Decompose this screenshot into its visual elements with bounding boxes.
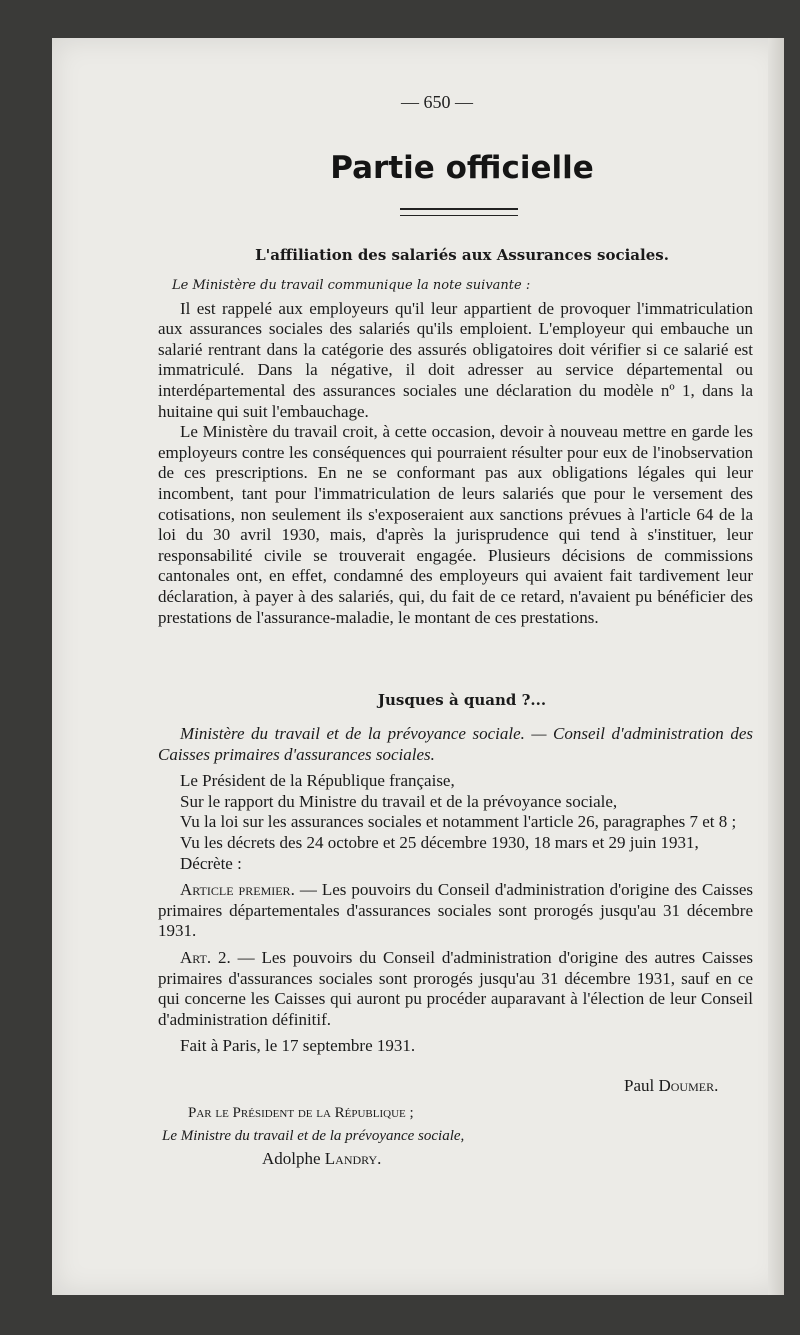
- article-1: [158, 880, 753, 942]
- article-1-label: Article premier.: [180, 880, 295, 900]
- article-2-label: Art. 2.: [180, 947, 231, 967]
- section2-heading: Jusques à quand ?...: [377, 691, 547, 709]
- page-edge: [768, 38, 784, 1295]
- document-page: [52, 38, 784, 1295]
- decree-line-5: Décrète :: [180, 853, 242, 873]
- decree-line-2: Sur le rapport du Ministre du travail et de la prévoyance sociale,: [180, 791, 618, 811]
- section1-body: [158, 276, 753, 628]
- section1-paragraph-1: Il est rappelé aux employeurs qu'il leur appartient de provoquer l'immatriculation aux assurances sociales des salariés qu'ils emploient. L'employeur qui embauche un salarié rentrant dans la catégorie des assurés obligatoires doit vérifier si ce salarié est immatriculé. Dans la négative, il doit adresser au service départemental ou interdépartemental des assurances sociales une déclaration du modèle nº 1, dans la huitaine qui suit l'embauchage.: [158, 298, 753, 421]
- signature-landry: [262, 1149, 381, 1169]
- by-president: Par le Président de la République ;: [188, 1105, 414, 1121]
- decree-line-1: Le Président de la République française,: [180, 771, 455, 791]
- section1-heading: L'affiliation des salariés aux Assurances sociales.: [255, 246, 669, 264]
- section1-paragraph-2: Le Ministère du travail croit, à cette occasion, devoir à nouveau mettre en garde les employeurs contre les conséquences qui pourraient résulter pour eux de l'inobservation de ces prescriptions. En ne se conformant pas aux obligations légales qui leur incombent, tant pour l'immatriculation de leurs salariés que pour le versement des cotisations, non seulement ils s'exposeraient aux sanctions prévues à l'article 64 de la loi du 30 avril 1930, mais, d'après la jurisprudence qui tend à s'instituer, leur responsabilité civile se trouverait engagée. Plusieurs décisions de commissions cantonales ont, en effet, condamné des employeurs qui avaient fait tardivement leur déclaration, à payer à des salariés, qui, du fait de ce retard, n'avaient pu bénéficier des prestations de l'assurance-maladie, le montant de ces prestations.: [158, 422, 753, 627]
- section1-intro: Le Ministère du travail communique la note suivante :: [172, 278, 531, 293]
- article-2: [158, 948, 753, 1030]
- minister-last-name: Landry.: [324, 1149, 382, 1168]
- decree-line-3: Vu la loi sur les assurances sociales et notamment l'article 26, paragraphes 7 et 8 ;: [180, 812, 737, 832]
- signature-first-name: Paul: [624, 1076, 659, 1095]
- section2-body: [158, 724, 753, 1057]
- article-2-text: — Les pouvoirs du Conseil d'administration d'origine des autres Caisses primaires d'assurances sociales sont prorogés jusqu'au 31 décembre 1931, sauf en ce qui concerne les Caisses qui auront pu procéder auparavant à l'élection de leur Conseil d'administration définitif.: [158, 947, 754, 1029]
- decree-line-4: Vu les décrets des 24 octobre et 25 décembre 1930, 18 mars et 29 juin 1931,: [180, 832, 699, 852]
- page-title: Partie officielle: [330, 150, 594, 186]
- signature-doumer: [624, 1076, 718, 1096]
- decree-intro: Ministère du travail et de la prévoyance sociale. — Conseil d'administration des Caisses primaires d'assurances sociales.: [158, 724, 753, 764]
- article-1-text: — Les pouvoirs du Conseil d'administration d'origine des Caisses primaires départementales d'assurances sociales sont prorogés jusqu'au 31 décembre 1931.: [158, 880, 754, 941]
- minister-first-name: Adolphe: [262, 1149, 325, 1168]
- title-rule: [400, 208, 518, 216]
- page-number: — 650 —: [401, 92, 473, 112]
- done-at: Fait à Paris, le 17 septembre 1931.: [180, 1036, 416, 1056]
- minister-title: Le Ministre du travail et de la prévoyance sociale,: [162, 1128, 465, 1144]
- signature-last-name: Doumer.: [658, 1076, 719, 1095]
